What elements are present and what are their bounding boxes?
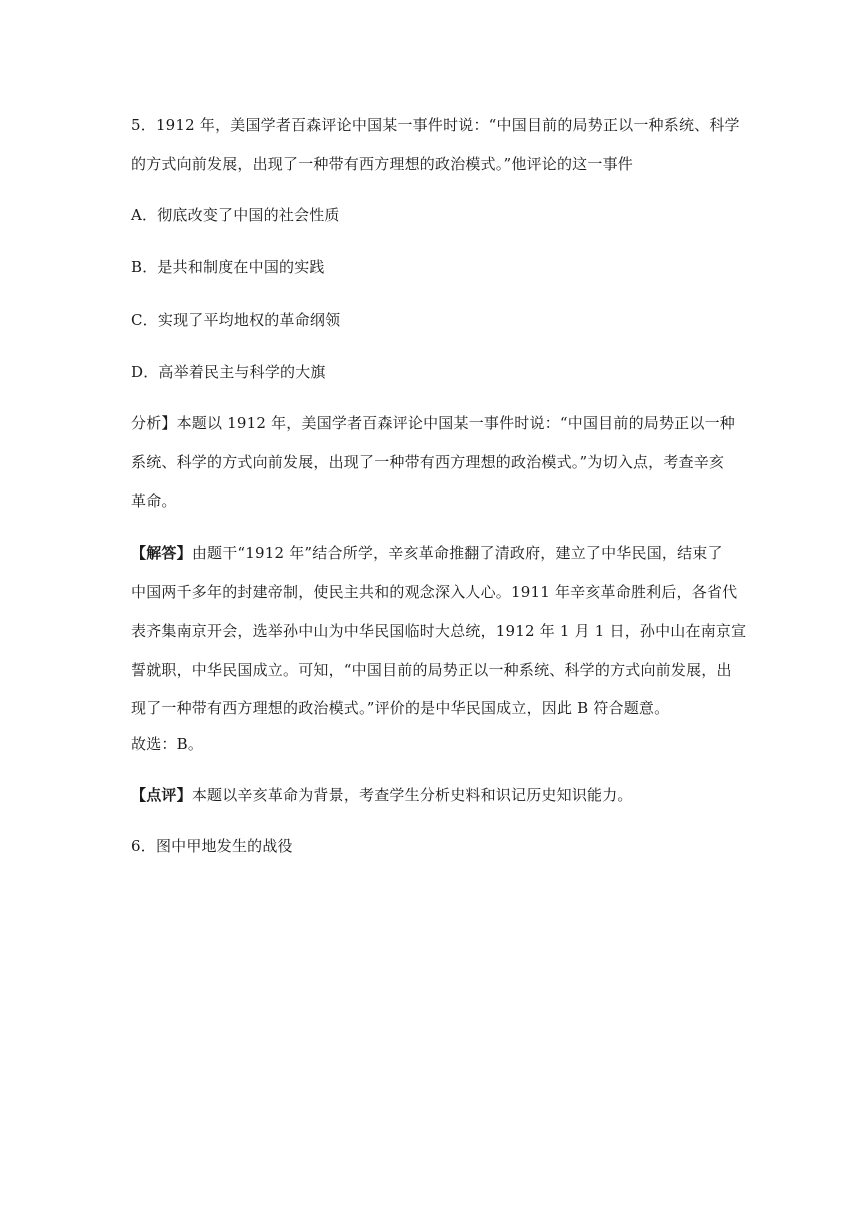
q5-analysis-line-3: 革命。 [131,492,177,510]
q5-option-a: A．彻底改变了中国的社会性质 [131,206,340,224]
q5-answer-line-4: 誓就职，中华民国成立。可知，“中国目前的局势正以一种系统、科学的方式向前发展，出 [131,661,732,679]
answer-line-1-text: 由题干“1912 年”结合所学，辛亥革命推翻了清政府，建立了中华民国，结束了 [191,544,723,562]
comment-text: 本题以辛亥革命为背景，考查学生分析史料和识记历史知识能力。 [191,786,633,804]
q5-stem-line-2: 的方式向前发展，出现了一种带有西方理想的政治模式。”他评论的这一事件 [131,155,633,173]
answer-tag: 【解答】 [131,544,192,562]
q5-analysis-line-2: 系统、科学的方式向前发展，出现了一种带有西方理想的政治模式。”为切入点，考查辛亥 [131,453,725,471]
q5-analysis-line-1: 分析】本题以 1912 年，美国学者百森评论中国某一事件时说：“中国目前的局势正以一种 [131,414,735,432]
q6-stem: 6．图中甲地发生的战役 [131,837,293,855]
comment-tag: 【点评】 [131,786,192,804]
q5-answer-line-3: 表齐集南京开会，选举孙中山为中华民国临时大总统，1912 年 1 月 1 日，孙中山在南京宣 [131,622,747,640]
q5-option-c: C．实现了平均地权的革命纲领 [131,311,341,329]
q5-stem-line-1: 5．1912 年，美国学者百森评论中国某一事件时说：“中国目前的局势正以一种系统、科学 [131,116,740,134]
q5-answer-line-5: 现了一种带有西方理想的政治模式。”评价的是中华民国成立，因此 B 符合题意。 [131,699,670,717]
q5-option-b: B．是共和制度在中国的实践 [131,258,325,276]
q5-answer-line-1 [131,543,741,563]
q5-option-d: D．高举着民主与科学的大旗 [131,363,326,381]
q5-answer-line-2: 中国两千多年的封建帝制，使民主共和的观念深入人心。1911 年辛亥革命胜利后，各省代 [131,583,738,601]
q5-comment [131,785,741,805]
q5-choice: 故选：B。 [131,735,204,753]
